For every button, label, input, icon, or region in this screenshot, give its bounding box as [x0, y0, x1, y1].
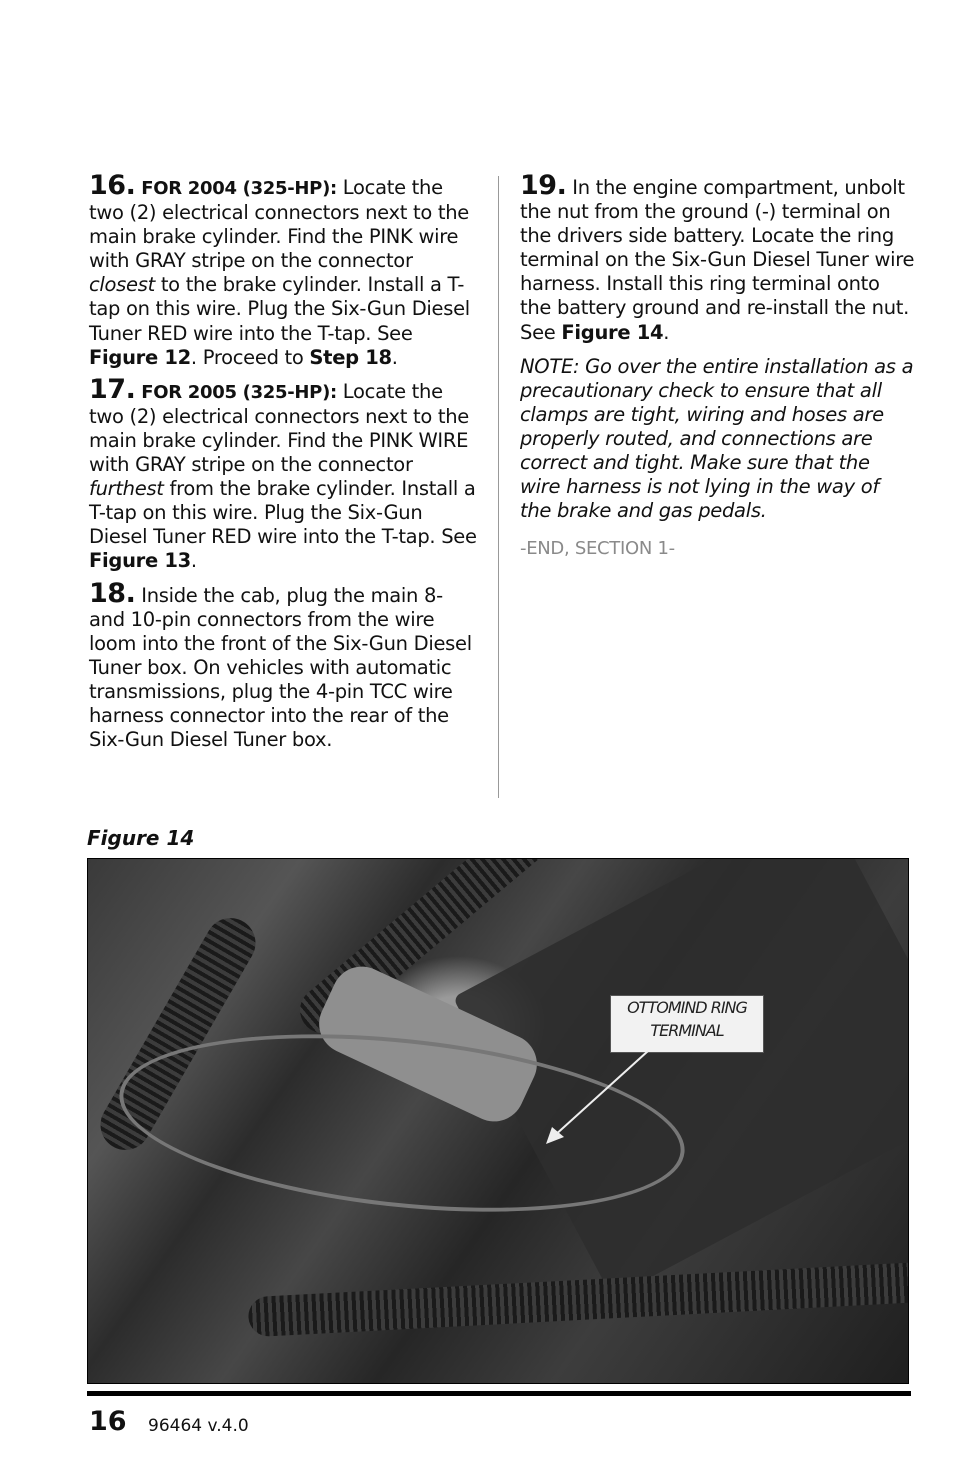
figure-photo — [87, 858, 909, 1384]
page-number: 16 — [89, 1406, 127, 1437]
step-text: Locate the two (2) electrical connectors next to the main brake cylinder. Find the PINK wire with GRAY stripe on the connector — [89, 176, 469, 273]
step-text: In the engine compartment, unbolt the nut from the ground (-) terminal on the drivers side battery. Locate the ring terminal on the Six-Gun Diesel Tuner wire harness. Install this ring terminal onto the battery ground and re-install the nut. See — [520, 176, 915, 344]
callout-line: TERMINAL — [650, 1021, 724, 1040]
document-version: 96464 v.4.0 — [148, 1416, 249, 1436]
footer-rule — [87, 1391, 911, 1396]
step-text: Locate the two (2) electrical connectors next to the main brake cylinder. Find the PINK WIRE with GRAY stripe on the connector — [89, 379, 469, 477]
step-19 — [520, 170, 915, 345]
step-text: . — [190, 549, 197, 573]
end-section-text: -END, SECTION 1- — [520, 538, 675, 560]
step-number: 16. — [89, 170, 136, 201]
figure-ref: Figure 12 — [89, 345, 191, 369]
step-text: to the brake cylinder. Install a T-tap on this wire. Plug the Six-Gun Diesel Tuner RED wire into the T-tap. See — [89, 273, 470, 345]
step-emphasis: furthest — [89, 477, 164, 501]
step-text: . Proceed to — [190, 345, 310, 369]
left-column — [89, 170, 481, 760]
right-column — [520, 170, 915, 579]
step-number: 18. — [89, 577, 136, 609]
figure-ref: Figure 14 — [561, 320, 664, 344]
figure-ref: Figure 13 — [89, 549, 191, 573]
callout-line: OTTOMIND RING — [627, 998, 747, 1017]
step-16 — [89, 170, 481, 370]
step-text: . — [663, 320, 670, 344]
step-text: Inside the cab, plug the main 8- and 10-pin connectors from the wire loom into the front of the Six-Gun Diesel Tuner box. On vehicles with automatic transmissions, plug the 4-pin TCC wire harness connector into the rear of the Six-Gun Diesel Tuner box. — [89, 583, 472, 752]
cable-shape — [247, 1261, 909, 1338]
step-18 — [89, 577, 481, 753]
figure-label: Figure 14 — [87, 826, 195, 850]
step-text: from the brake cylinder. Install a T-tap on this wire. Plug the Six-Gun Diesel Tuner RED wire into the T-tap. See — [89, 477, 477, 549]
installation-note: NOTE: Go over the entire installation as a precautionary check to ensure that all clamps are tight, wiring and hoses are properly routed, and connections are correct and tight. Make sure that the wire harness is not lying in the way of the brake and gas pedals. — [520, 354, 914, 523]
step-number: 19. — [520, 170, 567, 201]
step-17 — [89, 373, 481, 574]
step-emphasis: closest — [89, 273, 155, 297]
ring-terminal-callout — [610, 995, 764, 1053]
step-number: 17. — [89, 373, 136, 405]
step-lead: FOR 2005 (325-HP): — [141, 381, 337, 403]
step-ref: Step 18 — [309, 345, 392, 369]
callout-arrow — [538, 1049, 658, 1149]
step-text: . — [391, 345, 398, 369]
column-divider — [498, 176, 499, 798]
step-lead: FOR 2004 (325-HP): — [141, 178, 337, 199]
